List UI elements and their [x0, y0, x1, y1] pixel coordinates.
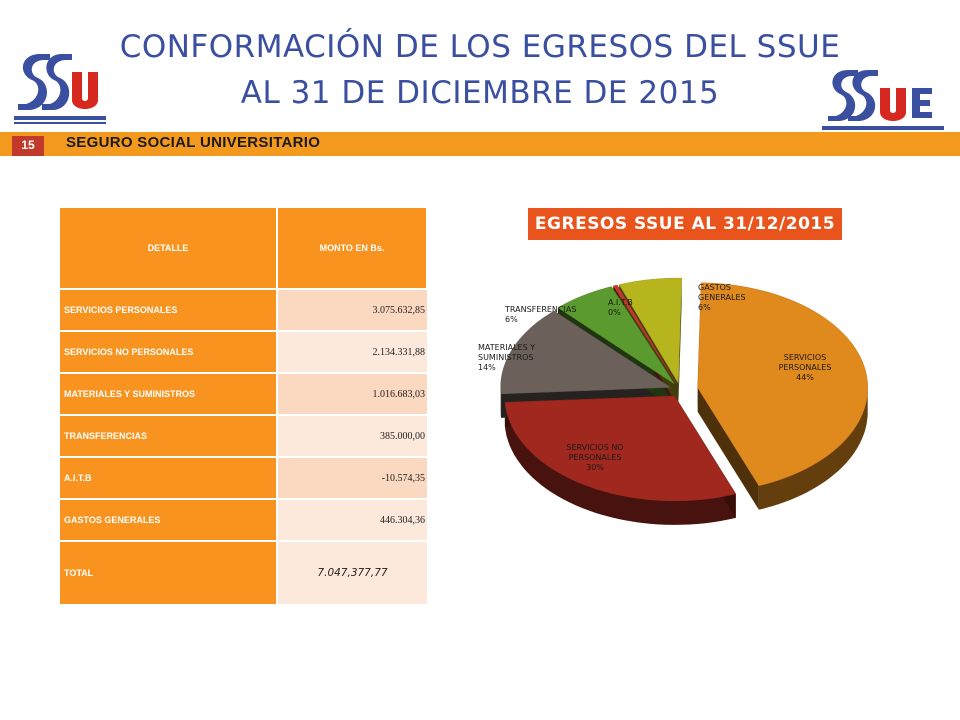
table-header-row — [60, 208, 427, 289]
row-value: 385.000,00 — [277, 415, 427, 457]
slice-label: A.I.T.B 0% — [608, 298, 633, 317]
table-row — [60, 457, 427, 499]
row-label: MATERIALES Y SUMINISTROS — [60, 373, 277, 415]
row-label: SERVICIOS PERSONALES — [60, 289, 277, 331]
pie-chart — [440, 270, 900, 540]
total-value: 7.047,377,77 — [277, 541, 427, 605]
total-label: TOTAL — [60, 541, 277, 605]
table-row — [60, 373, 427, 415]
chart-title: EGRESOS SSUE AL 31/12/2015 — [528, 208, 842, 240]
organization-name: SEGURO SOCIAL UNIVERSITARIO — [66, 134, 321, 151]
page-number: 15 — [12, 136, 44, 156]
row-label: SERVICIOS NO PERSONALES — [60, 331, 277, 373]
row-label: A.I.T.B — [60, 457, 277, 499]
row-value: 3.075.632,85 — [277, 289, 427, 331]
ssu-logo — [10, 48, 110, 128]
title-line-1: CONFORMACIÓN DE LOS EGRESOS DEL SSUE — [119, 29, 841, 65]
slice-label: GASTOS GENERALES 6% — [698, 283, 746, 312]
row-value: 446.304,36 — [277, 499, 427, 541]
table-row — [60, 415, 427, 457]
ssue-logo — [818, 66, 948, 138]
slice-label: SERVICIOS PERSONALES 44% — [778, 353, 832, 382]
slice-label: MATERIALES Y SUMINISTROS 14% — [478, 343, 536, 372]
page-title — [100, 24, 860, 116]
slice-label: SERVICIOS NO PERSONALES 30% — [566, 443, 624, 472]
row-value: 2.134.331,88 — [277, 331, 427, 373]
table-total-row — [60, 541, 427, 605]
table-row — [60, 289, 427, 331]
expenses-table — [60, 208, 428, 606]
column-header-amount: MONTO EN Bs. — [277, 208, 427, 289]
row-label: GASTOS GENERALES — [60, 499, 277, 541]
table-row — [60, 331, 427, 373]
table-row — [60, 499, 427, 541]
title-line-2: AL 31 DE DICIEMBRE DE 2015 — [240, 75, 720, 111]
row-label: TRANSFERENCIAS — [60, 415, 277, 457]
slice-label: TRANSFERENCIAS 6% — [505, 305, 577, 324]
column-header-detail: DETALLE — [60, 208, 277, 289]
row-value: 1.016.683,03 — [277, 373, 427, 415]
row-value: -10.574,35 — [277, 457, 427, 499]
